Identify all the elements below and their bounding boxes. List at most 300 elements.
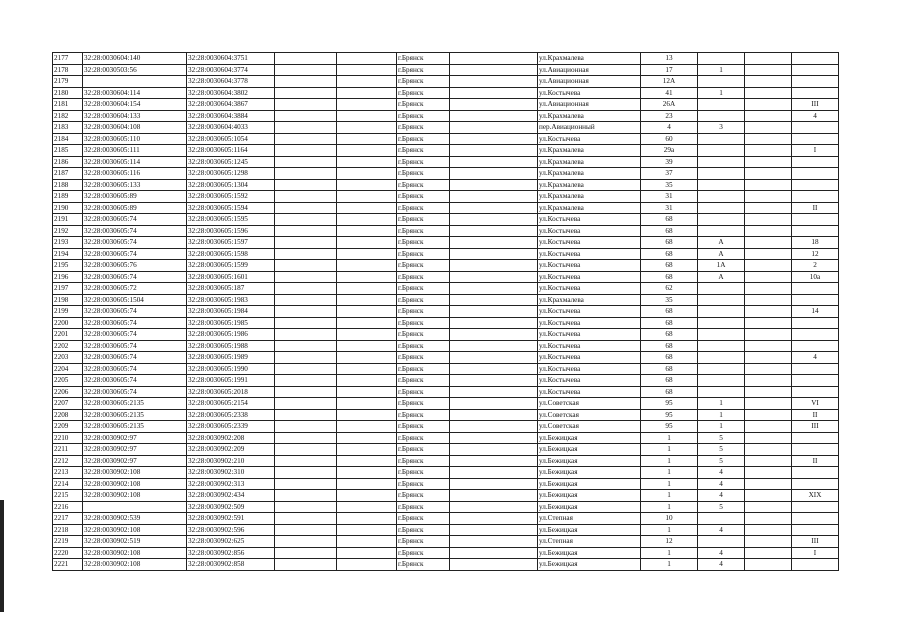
house-number-cell: 1 [641,478,698,490]
object-cadastral-number-cell: 32:28:0030604:3751 [187,53,275,65]
land-cadastral-number-cell: 32:28:0030605:74 [83,329,187,341]
corpus-cell [698,340,745,352]
land-cadastral-number-cell: 32:28:0030503:56 [83,64,187,76]
house-number-cell: 95 [641,398,698,410]
blank-column-cell [450,122,538,134]
apartment-cell: 10а [792,271,839,283]
house-number-cell: 10 [641,513,698,525]
row-number-cell: 2180 [53,87,83,99]
apartment-cell: 4 [792,352,839,364]
corpus-cell: 4 [698,467,745,479]
table-row [53,455,839,467]
corpus-cell: 5 [698,432,745,444]
row-number-cell: 2193 [53,237,83,249]
corpus-cell: 5 [698,455,745,467]
blank-column-cell [450,202,538,214]
street-cell: ул.Степная [538,513,641,525]
land-cadastral-number-cell: 32:28:0030605:2135 [83,398,187,410]
city-cell: г.Брянск [397,513,450,525]
table-row [53,214,839,226]
corpus-cell: 4 [698,524,745,536]
land-cadastral-number-cell: 32:28:0030605:74 [83,352,187,364]
corpus-cell [698,375,745,387]
corpus-cell: 1 [698,64,745,76]
house-number-cell: 1 [641,490,698,502]
row-number-cell: 2216 [53,501,83,513]
apartment-cell [792,340,839,352]
land-cadastral-number-cell: 32:28:0030604:114 [83,87,187,99]
corpus-cell [698,283,745,295]
row-number-cell: 2198 [53,294,83,306]
corpus-cell [698,352,745,364]
row-number-cell: 2212 [53,455,83,467]
blank-column-cell [450,87,538,99]
table-row [53,237,839,249]
blank-column-cell [337,467,397,479]
blank-column-cell [337,237,397,249]
object-cadastral-number-cell: 32:28:0030605:1592 [187,191,275,203]
apartment-cell [792,64,839,76]
blank-column-cell [450,547,538,559]
house-number-cell: 68 [641,248,698,260]
corpus-cell: А [698,237,745,249]
apartment-cell [792,478,839,490]
blank-column-cell [275,225,337,237]
house-number-cell: 68 [641,375,698,387]
street-cell: ул.Бежицкая [538,478,641,490]
corpus-cell: 1А [698,260,745,272]
blank-column-cell [450,398,538,410]
blank-column-cell [745,421,792,433]
blank-column-cell [275,179,337,191]
row-number-cell: 2184 [53,133,83,145]
house-number-cell: 68 [641,352,698,364]
blank-column-cell [745,444,792,456]
city-cell: г.Брянск [397,432,450,444]
city-cell: г.Брянск [397,99,450,111]
blank-column-cell [275,352,337,364]
object-cadastral-number-cell: 32:28:0030902:856 [187,547,275,559]
land-cadastral-number-cell: 32:28:0030605:111 [83,145,187,157]
blank-column-cell [450,340,538,352]
blank-column-cell [745,547,792,559]
apartment-cell [792,559,839,571]
house-number-cell: 13 [641,53,698,65]
blank-column-cell [745,375,792,387]
blank-column-cell [275,168,337,180]
table-row [53,490,839,502]
street-cell: ул.Авиационная [538,64,641,76]
street-cell: ул.Авиационная [538,76,641,88]
apartment-cell [792,294,839,306]
blank-column-cell [450,490,538,502]
street-cell: ул.Советская [538,409,641,421]
row-number-cell: 2215 [53,490,83,502]
blank-column-cell [450,76,538,88]
street-cell: ул.Костычева [538,329,641,341]
house-number-cell: 68 [641,340,698,352]
blank-column-cell [745,76,792,88]
corpus-cell [698,133,745,145]
blank-column-cell [275,455,337,467]
apartment-cell [792,386,839,398]
object-cadastral-number-cell: 32:28:0030605:1988 [187,340,275,352]
street-cell: ул.Бежицкая [538,524,641,536]
blank-column-cell [275,317,337,329]
city-cell: г.Брянск [397,122,450,134]
street-cell: ул.Бежицкая [538,444,641,456]
blank-column-cell [337,490,397,502]
blank-column-cell [450,559,538,571]
land-cadastral-number-cell: 32:28:0030605:74 [83,214,187,226]
blank-column-cell [450,536,538,548]
city-cell: г.Брянск [397,179,450,191]
table-row [53,179,839,191]
blank-column-cell [337,317,397,329]
blank-column-cell [450,375,538,387]
corpus-cell: 3 [698,122,745,134]
row-number-cell: 2187 [53,168,83,180]
blank-column-cell [745,329,792,341]
blank-column-cell [745,248,792,260]
street-cell: ул.Костычева [538,87,641,99]
apartment-cell [792,375,839,387]
house-number-cell: 68 [641,306,698,318]
row-number-cell: 2190 [53,202,83,214]
object-cadastral-number-cell: 32:28:0030902:625 [187,536,275,548]
blank-column-cell [275,271,337,283]
table-row [53,271,839,283]
row-number-cell: 2202 [53,340,83,352]
blank-column-cell [275,248,337,260]
object-cadastral-number-cell: 32:28:0030902:210 [187,455,275,467]
blank-column-cell [450,64,538,76]
corpus-cell [698,294,745,306]
blank-column-cell [745,133,792,145]
blank-column-cell [745,271,792,283]
blank-column-cell [337,478,397,490]
street-cell: ул.Крахмалева [538,53,641,65]
apartment-cell: 12 [792,248,839,260]
table-row [53,444,839,456]
land-cadastral-number-cell: 32:28:0030605:74 [83,340,187,352]
blank-column-cell [450,110,538,122]
city-cell: г.Брянск [397,340,450,352]
blank-column-cell [745,386,792,398]
city-cell: г.Брянск [397,559,450,571]
house-number-cell: 4 [641,122,698,134]
street-cell: ул.Бежицкая [538,467,641,479]
land-cadastral-number-cell: 32:28:0030605:114 [83,156,187,168]
blank-column-cell [745,168,792,180]
apartment-cell: II [792,409,839,421]
blank-column-cell [275,214,337,226]
city-cell: г.Брянск [397,271,450,283]
blank-column-cell [337,409,397,421]
city-cell: г.Брянск [397,191,450,203]
object-cadastral-number-cell: 32:28:0030605:1304 [187,179,275,191]
blank-column-cell [450,386,538,398]
blank-column-cell [745,53,792,65]
blank-column-cell [337,455,397,467]
house-number-cell: 1 [641,467,698,479]
apartment-cell [792,363,839,375]
land-cadastral-number-cell: 32:28:0030605:76 [83,260,187,272]
blank-column-cell [450,513,538,525]
blank-column-cell [745,398,792,410]
land-cadastral-number-cell: 32:28:0030605:74 [83,386,187,398]
row-number-cell: 2194 [53,248,83,260]
land-cadastral-number-cell: 32:28:0030605:2135 [83,421,187,433]
row-number-cell: 2218 [53,524,83,536]
blank-column-cell [275,375,337,387]
blank-column-cell [745,294,792,306]
object-cadastral-number-cell: 32:28:0030605:1164 [187,145,275,157]
land-cadastral-number-cell: 32:28:0030605:74 [83,225,187,237]
table-row [53,168,839,180]
street-cell: ул.Советская [538,398,641,410]
blank-column-cell [450,156,538,168]
object-cadastral-number-cell: 32:28:0030605:1985 [187,317,275,329]
land-cadastral-number-cell: 32:28:0030902:108 [83,524,187,536]
row-number-cell: 2211 [53,444,83,456]
land-cadastral-number-cell: 32:28:0030605:74 [83,271,187,283]
land-cadastral-number-cell: 32:28:0030605:2135 [83,409,187,421]
row-number-cell: 2219 [53,536,83,548]
blank-column-cell [745,87,792,99]
blank-column-cell [337,191,397,203]
blank-column-cell [275,145,337,157]
blank-column-cell [337,87,397,99]
apartment-cell [792,87,839,99]
blank-column-cell [337,99,397,111]
blank-column-cell [337,110,397,122]
street-cell: ул.Костычева [538,214,641,226]
apartment-cell [792,432,839,444]
land-cadastral-number-cell: 32:28:0030604:108 [83,122,187,134]
house-number-cell: 68 [641,225,698,237]
blank-column-cell [337,386,397,398]
table-row [53,513,839,525]
corpus-cell: А [698,271,745,283]
blank-column-cell [745,536,792,548]
row-number-cell: 2200 [53,317,83,329]
street-cell: ул.Крахмалева [538,191,641,203]
row-number-cell: 2182 [53,110,83,122]
object-cadastral-number-cell: 32:28:0030604:4033 [187,122,275,134]
corpus-cell [698,53,745,65]
blank-column-cell [450,248,538,260]
corpus-cell: 1 [698,87,745,99]
city-cell: г.Брянск [397,260,450,272]
street-cell: ул.Костычева [538,248,641,260]
city-cell: г.Брянск [397,283,450,295]
blank-column-cell [275,156,337,168]
blank-column-cell [337,363,397,375]
apartment-cell [792,283,839,295]
city-cell: г.Брянск [397,524,450,536]
house-number-cell: 12А [641,76,698,88]
blank-column-cell [450,352,538,364]
row-number-cell: 2207 [53,398,83,410]
land-cadastral-number-cell: 32:28:0030902:97 [83,432,187,444]
street-cell: ул.Костычева [538,306,641,318]
blank-column-cell [337,306,397,318]
house-number-cell: 1 [641,455,698,467]
city-cell: г.Брянск [397,306,450,318]
street-cell: ул.Бежицкая [538,455,641,467]
house-number-cell: 31 [641,202,698,214]
apartment-cell: I [792,547,839,559]
city-cell: г.Брянск [397,363,450,375]
street-cell: ул.Крахмалева [538,294,641,306]
blank-column-cell [450,329,538,341]
table-row [53,53,839,65]
table-row [53,421,839,433]
city-cell: г.Брянск [397,444,450,456]
blank-column-cell [745,501,792,513]
blank-column-cell [275,536,337,548]
apartment-cell [792,467,839,479]
blank-column-cell [275,133,337,145]
blank-column-cell [745,363,792,375]
land-cadastral-number-cell: 32:28:0030605:116 [83,168,187,180]
table-row [53,99,839,111]
city-cell: г.Брянск [397,145,450,157]
blank-column-cell [275,122,337,134]
street-cell: ул.Костычева [538,283,641,295]
table-row [53,547,839,559]
land-cadastral-number-cell: 32:28:0030902:108 [83,467,187,479]
street-cell: ул.Бежицкая [538,501,641,513]
city-cell: г.Брянск [397,237,450,249]
blank-column-cell [275,432,337,444]
row-number-cell: 2188 [53,179,83,191]
land-cadastral-number-cell: 32:28:0030605:74 [83,248,187,260]
table-row [53,202,839,214]
blank-column-cell [337,133,397,145]
land-cadastral-number-cell: 32:28:0030902:97 [83,444,187,456]
blank-column-cell [745,145,792,157]
apartment-cell [792,317,839,329]
row-number-cell: 2213 [53,467,83,479]
house-number-cell: 29а [641,145,698,157]
land-cadastral-number-cell: 32:28:0030605:74 [83,363,187,375]
house-number-cell: 68 [641,237,698,249]
land-cadastral-number-cell: 32:28:0030605:89 [83,191,187,203]
house-number-cell: 1 [641,432,698,444]
row-number-cell: 2221 [53,559,83,571]
row-number-cell: 2199 [53,306,83,318]
row-number-cell: 2205 [53,375,83,387]
blank-column-cell [745,524,792,536]
blank-column-cell [745,455,792,467]
object-cadastral-number-cell: 32:28:0030902:208 [187,432,275,444]
land-cadastral-number-cell: 32:28:0030902:108 [83,490,187,502]
street-cell: ул.Авиационная [538,99,641,111]
city-cell: г.Брянск [397,225,450,237]
table-row [53,248,839,260]
apartment-cell [792,53,839,65]
blank-column-cell [745,432,792,444]
apartment-cell: III [792,421,839,433]
blank-column-cell [745,513,792,525]
land-cadastral-number-cell: 32:28:0030902:108 [83,547,187,559]
table-row [53,363,839,375]
blank-column-cell [450,283,538,295]
blank-column-cell [450,145,538,157]
city-cell: г.Брянск [397,478,450,490]
city-cell: г.Брянск [397,87,450,99]
house-number-cell: 60 [641,133,698,145]
apartment-cell: I [792,145,839,157]
corpus-cell: 4 [698,478,745,490]
corpus-cell: 1 [698,421,745,433]
object-cadastral-number-cell: 32:28:0030605:1298 [187,168,275,180]
row-number-cell: 2203 [53,352,83,364]
house-number-cell: 31 [641,191,698,203]
house-number-cell: 1 [641,501,698,513]
blank-column-cell [337,53,397,65]
blank-column-cell [450,501,538,513]
blank-column-cell [337,352,397,364]
row-number-cell: 2189 [53,191,83,203]
object-cadastral-number-cell: 32:28:0030604:3802 [187,87,275,99]
blank-column-cell [337,76,397,88]
blank-column-cell [275,524,337,536]
apartment-cell [792,191,839,203]
table-row [53,329,839,341]
corpus-cell [698,76,745,88]
blank-column-cell [745,467,792,479]
row-number-cell: 2183 [53,122,83,134]
land-cadastral-number-cell: 32:28:0030902:108 [83,478,187,490]
blank-column-cell [275,53,337,65]
city-cell: г.Брянск [397,536,450,548]
row-number-cell: 2208 [53,409,83,421]
land-cadastral-number-cell: 32:28:0030605:110 [83,133,187,145]
blank-column-cell [450,271,538,283]
land-cadastral-number-cell: 32:28:0030605:89 [83,202,187,214]
house-number-cell: 68 [641,317,698,329]
blank-column-cell [745,202,792,214]
object-cadastral-number-cell: 32:28:0030902:434 [187,490,275,502]
blank-column-cell [337,294,397,306]
blank-column-cell [450,99,538,111]
city-cell: г.Брянск [397,53,450,65]
table-row [53,225,839,237]
object-cadastral-number-cell: 32:28:0030604:3774 [187,64,275,76]
blank-column-cell [337,559,397,571]
house-number-cell: 23 [641,110,698,122]
blank-column-cell [337,340,397,352]
row-number-cell: 2214 [53,478,83,490]
land-cadastral-number-cell: 32:28:0030605:72 [83,283,187,295]
apartment-cell [792,444,839,456]
city-cell: г.Брянск [397,490,450,502]
blank-column-cell [450,53,538,65]
blank-column-cell [450,168,538,180]
blank-column-cell [450,191,538,203]
table-row [53,409,839,421]
corpus-cell [698,179,745,191]
apartment-cell: VI [792,398,839,410]
land-cadastral-number-cell [83,76,187,88]
row-number-cell: 2201 [53,329,83,341]
house-number-cell: 62 [641,283,698,295]
street-cell: ул.Бежицкая [538,559,641,571]
blank-column-cell [337,524,397,536]
